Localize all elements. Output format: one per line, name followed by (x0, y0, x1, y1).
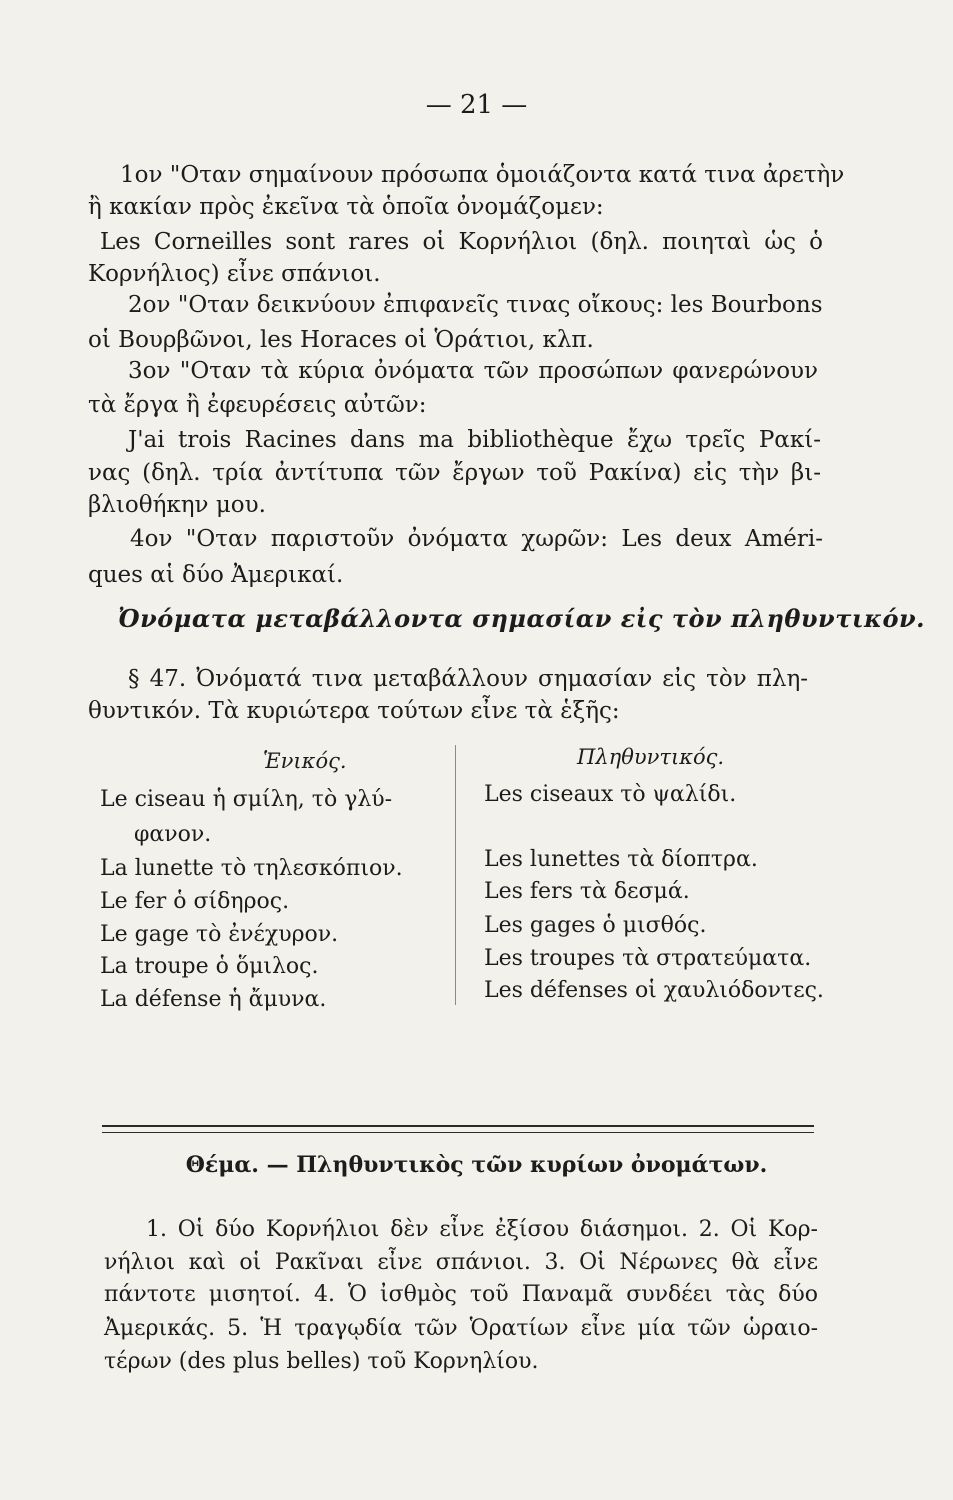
text-line: οἱ Βουρβῶνοι, les Horaces οἱ Ὁράτιοι, κλπ. (88, 327, 594, 353)
plural-entry: Les fers τὰ δεσμά. (484, 879, 690, 904)
plural-entry: Les lunettes τὰ δίοπτρα. (484, 847, 758, 872)
text-line: Les Corneilles sont rares οἱ Κορνήλιοι (δηλ. ποιηταὶ ὡς ὁ (100, 229, 823, 255)
plural-entry: Les défenses οἱ χαυλιόδοντες. (484, 978, 824, 1003)
text-line: 1ον "Οταν σημαίνουν πρόσωπα ὁμοιάζοντα κατά τινα ἀρετὴν (120, 162, 845, 188)
plural-entry: Les troupes τὰ στρατεύματα. (484, 946, 812, 971)
plural-entry: Les gages ὁ μισθός. (484, 913, 707, 938)
text-line: 3ον "Οταν τὰ κύρια ὀνόματα τῶν προσώπων φανερώνουν (128, 358, 818, 384)
text-line: 2ον "Οταν δεικνύουν ἐπιφανεῖς τινας οἴκους: les Bourbons (128, 292, 823, 318)
text-line: 4ον "Οταν παριστοῦν ὀνόματα χωρῶν: Les deux Améri- (130, 526, 823, 552)
exercise-line: πάντοτε μισητοί. 4. Ὁ ἰσθμὸς τοῦ Παναμᾶ συνδέει τὰς δύο (104, 1282, 818, 1307)
text-line: ἢ κακίαν πρὸς ἐκεῖνα τὰ ὁποῖα ὀνομάζομεν: (88, 194, 604, 220)
plural-column-header: Πληθυντικός. (577, 745, 725, 769)
page-number: — 21 — (425, 90, 528, 120)
text-line: νας (δηλ. τρία ἀντίτυπα τῶν ἔργων τοῦ Ρακίνα) εἰς τὴν βι- (88, 460, 821, 486)
text-line: Κορνήλιος) εἶνε σπάνιοι. (88, 261, 381, 287)
singular-entry: La lunette τὸ τηλεσκόπιον. (100, 856, 403, 881)
exercise-title: Θέμα. — Πληθυντικὸς τῶν κυρίων ὀνομάτων. (185, 1152, 768, 1178)
text-line: τὰ ἔργα ἢ ἐφευρέσεις αὐτῶν: (88, 392, 427, 418)
exercise-line: 1. Οἱ δύο Κορνήλιοι δὲν εἶνε ἐξίσου διάσημοι. 2. Οἱ Κορ- (146, 1217, 818, 1242)
exercise-line: τέρων (des plus belles) τοῦ Κορνηλίου. (104, 1349, 539, 1374)
horizontal-rule-thin (102, 1132, 814, 1133)
singular-column-header: Ἑνικός. (263, 749, 347, 773)
singular-entry: φανον. (134, 822, 212, 847)
text-line: βλιοθήκην μου. (88, 492, 266, 518)
text-line: J'ai trois Racines dans ma bibliothèque ἔχω τρεῖς Ρακί- (128, 427, 821, 453)
singular-entry: La défense ἡ ἄμυνα. (100, 987, 327, 1012)
horizontal-rule-thick (102, 1125, 814, 1127)
singular-entry: La troupe ὁ ὅμιλος. (100, 954, 319, 979)
singular-entry: Le ciseau ἡ σμίλη, τὸ γλύ- (100, 787, 393, 812)
singular-entry: Le gage τὸ ἐνέχυρον. (100, 922, 339, 947)
rule-text-line: § 47. Ὀνόματά τινα μεταβάλλουν σημασίαν εἰς τὸν πλη- (128, 666, 808, 692)
column-divider (455, 745, 456, 1005)
plural-entry: Les ciseaux τὸ ψαλίδι. (484, 782, 737, 807)
section-heading: Ὀνόματα μεταβάλλοντα σημασίαν εἰς τὸν πληθυντικόν. (118, 604, 925, 633)
singular-entry: Le fer ὁ σίδηρος. (100, 889, 290, 914)
rule-text-line: θυντικόν. Τὰ κυριώτερα τούτων εἶνε τὰ ἑξῆς: (88, 698, 620, 724)
text-line: ques αἱ δύο Ἀμερικαί. (88, 562, 344, 588)
exercise-line: Ἀμερικάς. 5. Ἡ τραγῳδία τῶν Ὁρατίων εἶνε μία τῶν ὡραιο- (104, 1316, 818, 1341)
exercise-line: νήλιοι καὶ οἱ Ρακῖναι εἶνε σπάνιοι. 3. Οἱ Νέρωνες θὰ εἶνε (104, 1250, 818, 1275)
